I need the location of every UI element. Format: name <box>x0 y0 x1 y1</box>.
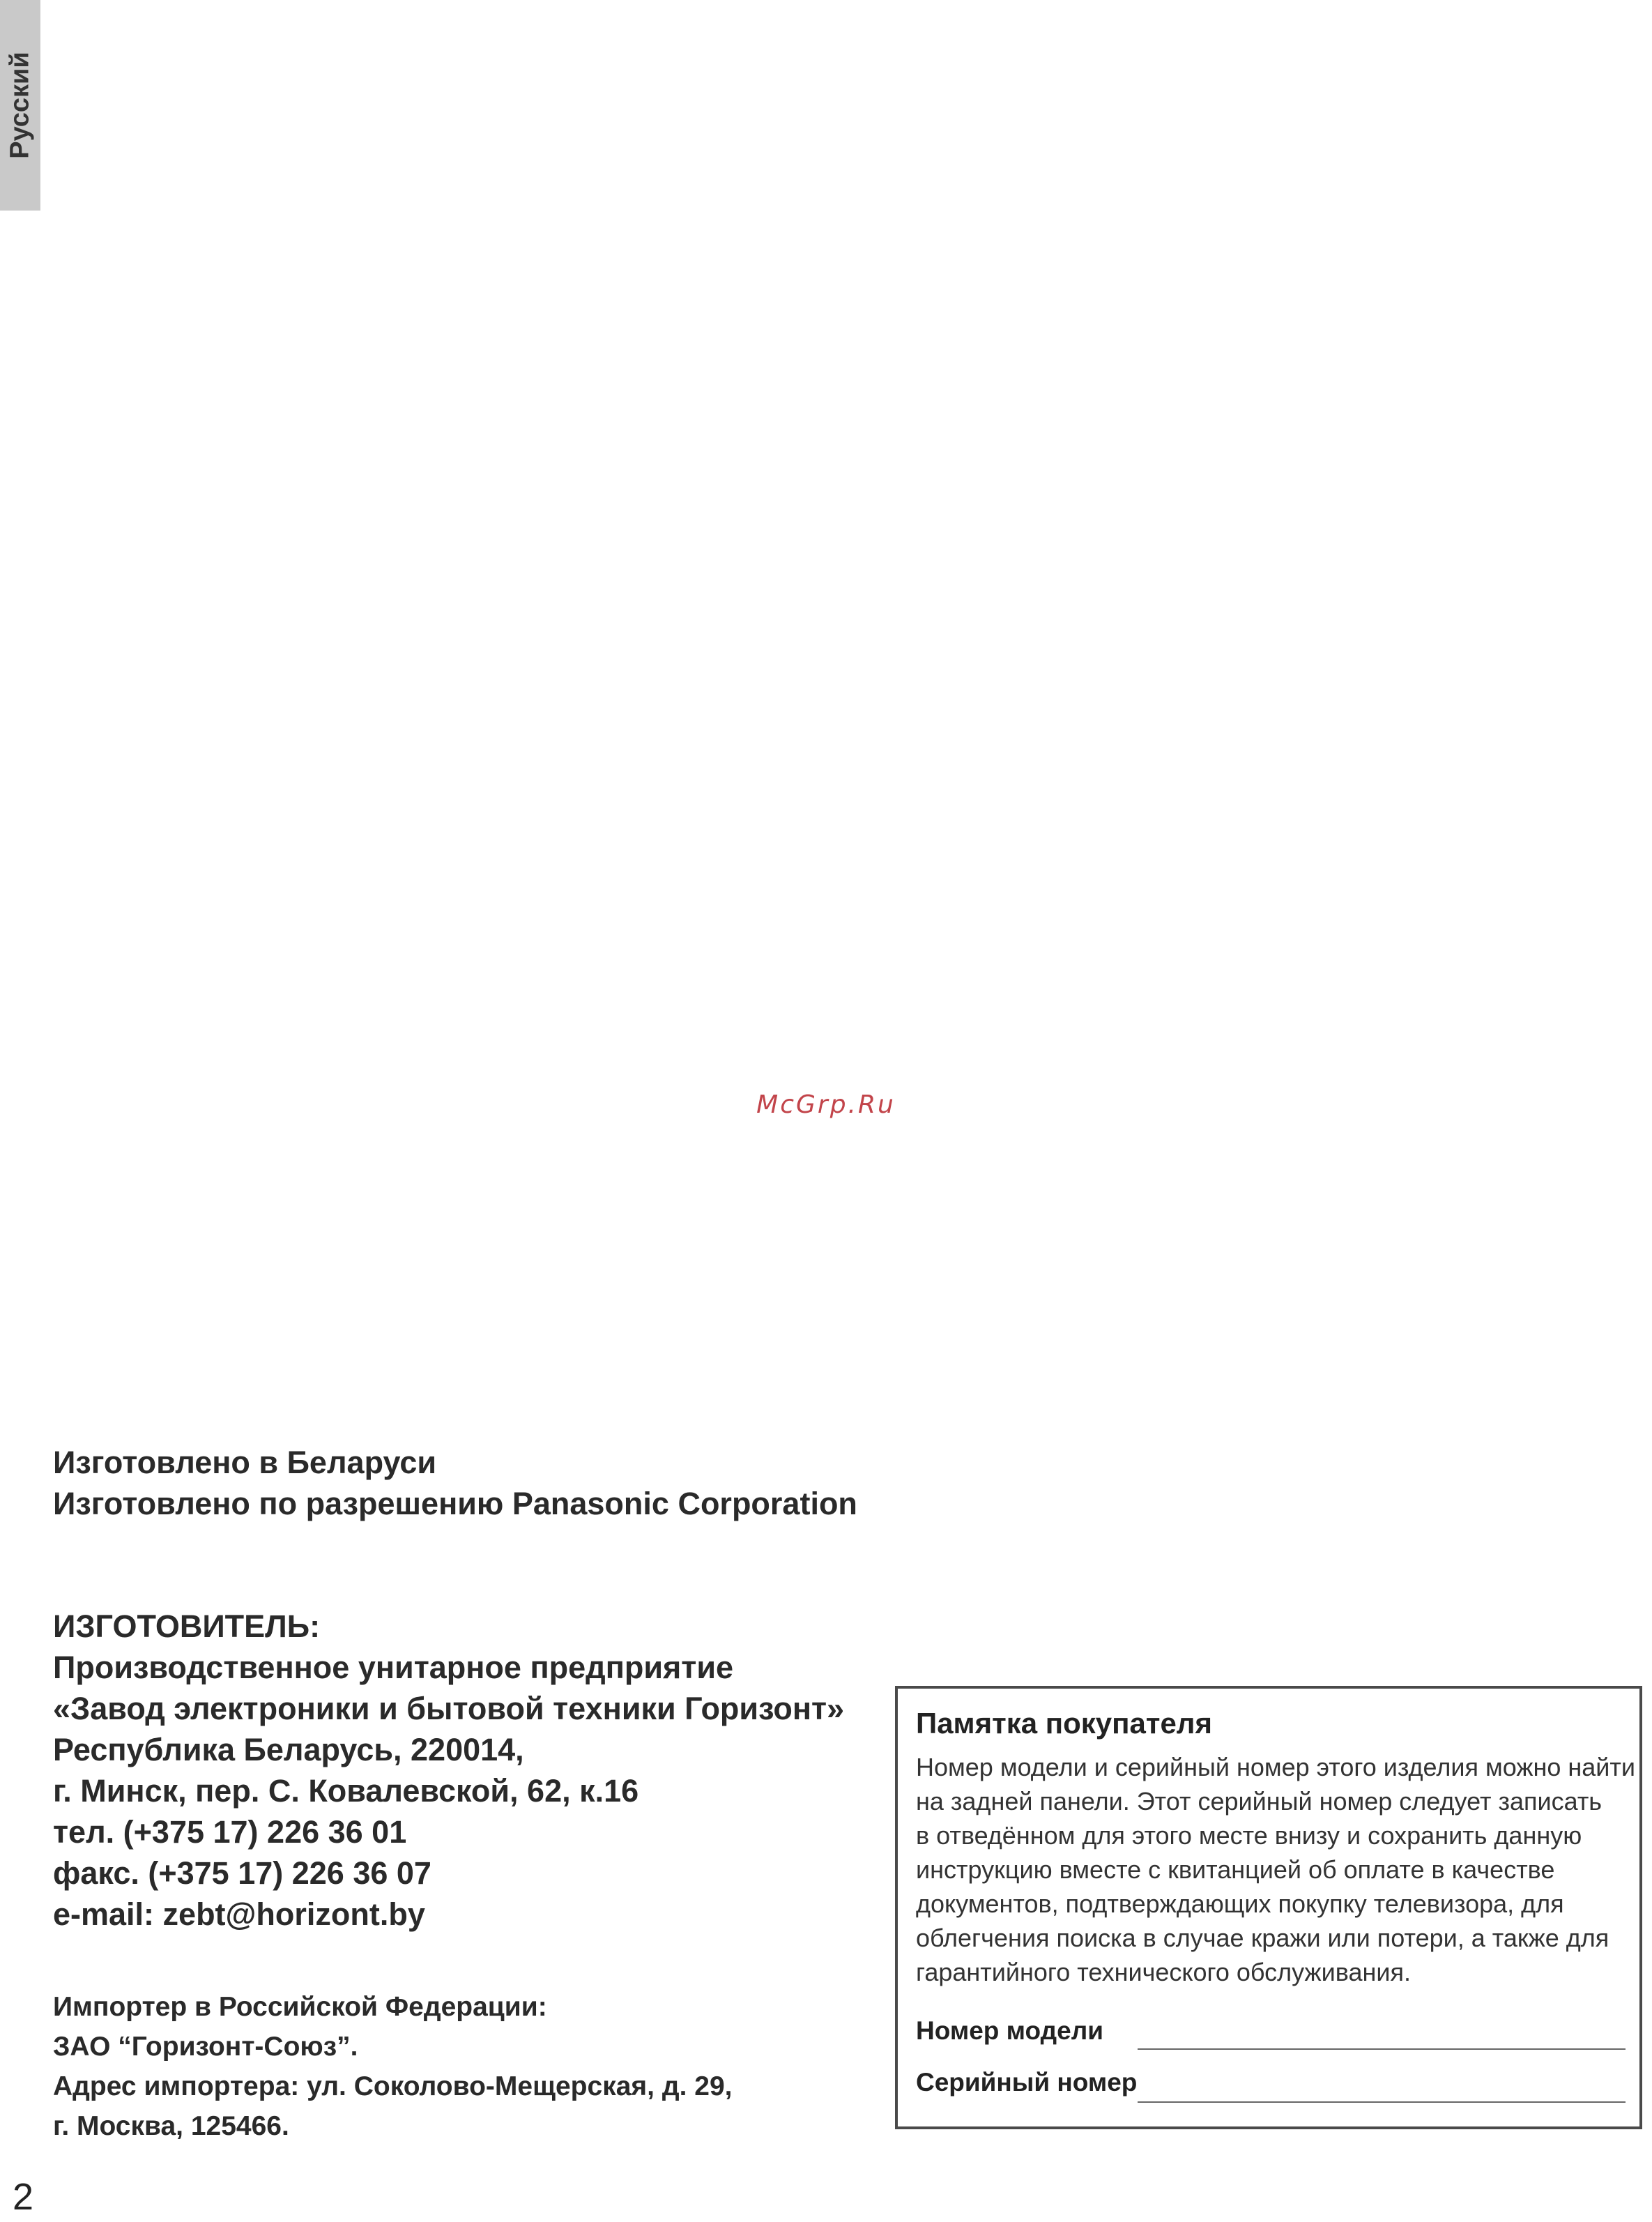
manufacturer-block <box>53 1606 844 1935</box>
language-tab <box>0 0 40 211</box>
importer-line: Импортер в Российской Федерации: <box>53 1992 547 2022</box>
memo-body <box>916 1750 1635 1989</box>
manufacturer-line: г. Минск, пер. С. Ковалевской, 62, к.16 <box>53 1773 639 1809</box>
manufacturer-line: Республика Беларусь, 220014, <box>53 1732 524 1767</box>
license-line: Изготовлено по разрешению Panasonic Corporation <box>53 1486 857 1521</box>
memo-body-line: гарантийного технического обслуживания. <box>916 1958 1411 1986</box>
memo-body-line: документов, подтверждающих покупку телевизора, для <box>916 1889 1564 1918</box>
serial-number-label: Серийный номер <box>916 2068 1138 2097</box>
importer-line: ЗАО “Горизонт-Союз”. <box>53 2032 358 2062</box>
language-tab-label: Русский <box>5 52 35 159</box>
memo-title: Памятка покупателя <box>916 1707 1212 1740</box>
memo-body-line: Номер модели и серийный номер этого изделия можно найти <box>916 1753 1635 1781</box>
model-number-label: Номер модели <box>916 2016 1103 2045</box>
memo-body-line: облегчения поиска в случае кражи или потери, а также для <box>916 1924 1609 1952</box>
importer-line: Адрес импортера: ул. Соколово-Мещерская, д. 29, <box>53 2071 733 2101</box>
manufacturer-phone: тел. (+375 17) 226 36 01 <box>53 1814 407 1850</box>
model-number-field[interactable] <box>1138 2048 1626 2050</box>
serial-number-field[interactable] <box>1138 2101 1626 2103</box>
watermark: McGrp.Ru <box>756 1090 896 1119</box>
memo-body-line: инструкцию вместе с квитанцией об оплате в качестве <box>916 1855 1555 1884</box>
memo-body-line: на задней панели. Этот серийный номер следует записать <box>916 1787 1603 1816</box>
manufacturer-email: e-mail: zebt@horizont.by <box>53 1896 425 1932</box>
importer-line: г. Москва, 125466. <box>53 2111 289 2141</box>
importer-block <box>53 1987 732 2146</box>
manufacturer-line: Производственное унитарное предприятие <box>53 1650 734 1685</box>
page-number: 2 <box>13 2176 34 2218</box>
made-in-block <box>53 1442 857 1524</box>
buyer-memo-box <box>895 1686 1642 2129</box>
made-in-line: Изготовлено в Беларуси <box>53 1445 437 1480</box>
manufacturer-heading: ИЗГОТОВИТЕЛЬ: <box>53 1608 321 1644</box>
manufacturer-line: «Завод электроники и бытовой техники Горизонт» <box>53 1691 845 1726</box>
memo-body-line: в отведённом для этого месте внизу и сохранить данную <box>916 1821 1582 1850</box>
manufacturer-fax: факс. (+375 17) 226 36 07 <box>53 1855 431 1891</box>
